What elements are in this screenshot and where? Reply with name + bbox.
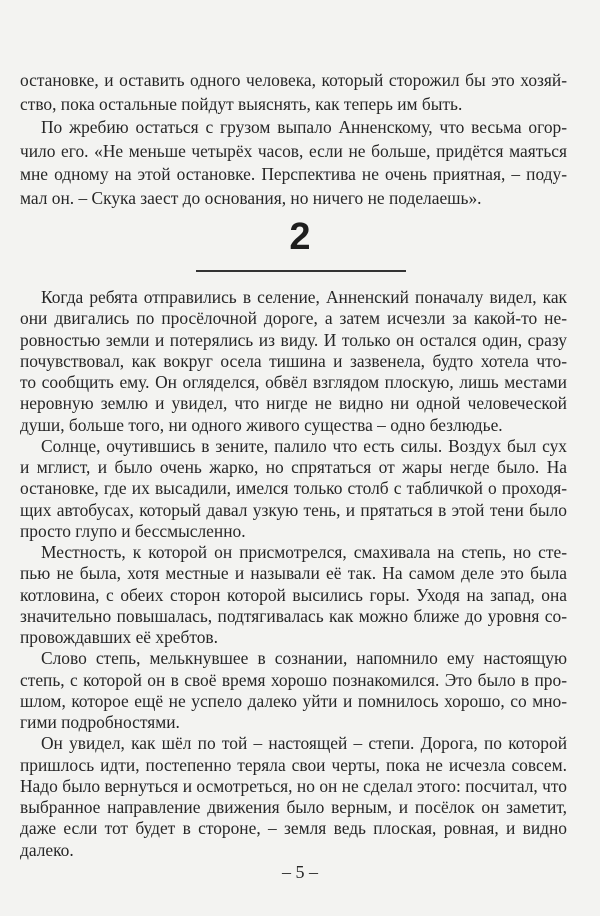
chapter-body (20, 287, 567, 861)
text-line: степь, с которой он в своё время хорошо познакомился. Это было в про- (20, 669, 567, 690)
text-line: мне одному на этой остановке. Перспектива не очень приятная, – поду- (20, 164, 567, 185)
text-line: Солнце, очутившись в зените, палило что есть силы. Воздух был сух (41, 435, 567, 456)
text-line: значительно повышалась, подтягивалась как можно ближе до уровня со- (20, 605, 567, 626)
text-line: провождавших её хребтов. (20, 627, 218, 647)
text-line: Местность, к которой он присмотрелся, смахивала на степь, но сте- (41, 542, 567, 562)
text-line: они двигались по просёлочной дороге, а затем исчезли за какой-то не- (20, 308, 567, 329)
paragraph (20, 287, 567, 436)
chapter-divider (196, 270, 406, 272)
text-line: даже если тот будет в стороне, – земля ведь плоская, ровная, и видно (20, 818, 567, 839)
text-line: котловина, с обеих сторон которой высились горы. Уходя на запад, она (20, 584, 567, 605)
text-line: неровную землю и увидел, что нигде не видно ни одной человеческой (20, 393, 567, 414)
text-line: Он увидел, как шёл по той – настоящей – степи. Дорога, по которой (41, 733, 567, 754)
text-line: ровностью земли и потерялись из виду. И только он остался один, сразу (20, 329, 567, 350)
text-line: почувствовал, как вокруг осела тишина и зазвенела, будто хотела что- (20, 350, 567, 371)
text-line: ство, пока остальные пойдут выяснять, как теперь им быть. (20, 93, 463, 114)
text-line: Слово степь, мелькнувшее в сознании, напомнило ему настоящую (41, 648, 567, 669)
paragraph (20, 69, 567, 116)
paragraph (20, 116, 567, 210)
text-line: то сообщить ему. Он огляделся, обвёл взглядом плоскую, лишь местами (20, 372, 567, 392)
paragraph (20, 542, 567, 648)
text-line: пью не была, хотя местные и называли её так. На самом деле это была (20, 563, 567, 584)
text-line: далеко. (20, 839, 74, 860)
page-number: – 5 – (282, 862, 318, 882)
text-line: и мглист, и было очень жарко, но спрятаться от жары негде было. На (20, 457, 567, 477)
text-line: выбранное направление движения было верным, и посёлок он заметит, (20, 797, 567, 817)
text-line: остановке, и оставить одного человека, который сторожил бы это хозяй- (20, 70, 567, 90)
text-line: щих автобусах, который давал узкую тень, и прятаться в этой тени было (20, 499, 567, 520)
text-line: По жребию остаться с грузом выпало Анненскому, что весьма огор- (41, 117, 567, 138)
text-line: Когда ребята отправились в селение, Анненский поначалу видел, как (41, 287, 567, 307)
text-line: остановке, где их высадили, имелся только столб с табличкой о проходя- (20, 478, 567, 499)
text-before-chapter (20, 69, 567, 211)
paragraph (20, 733, 567, 861)
paragraph (20, 436, 567, 542)
chapter-heading: 2 (289, 216, 311, 258)
text-line: шлом, которое ещё не успело далеко уйти и помнилось хорошо, со мно- (20, 690, 567, 711)
paragraph (20, 648, 567, 733)
text-line: гими подробностями. (20, 712, 180, 732)
text-line: Надо было вернуться и осмотреться, но он не сделал этого: посчитал, что (20, 775, 567, 796)
text-line: души, больше того, ни одного живого существа – одно безлюдье. (20, 414, 503, 435)
text-line: чило его. «Не меньше четырёх часов, если не больше, придётся маяться (20, 140, 567, 161)
text-line: мал он. – Скука заест до основания, но ничего не поделаешь». (20, 187, 482, 208)
text-line: просто глупо и бессмысленно. (20, 520, 246, 541)
text-line: пришлось идти, постепенно теряла свои черты, пока не исчезла совсем. (20, 754, 567, 775)
